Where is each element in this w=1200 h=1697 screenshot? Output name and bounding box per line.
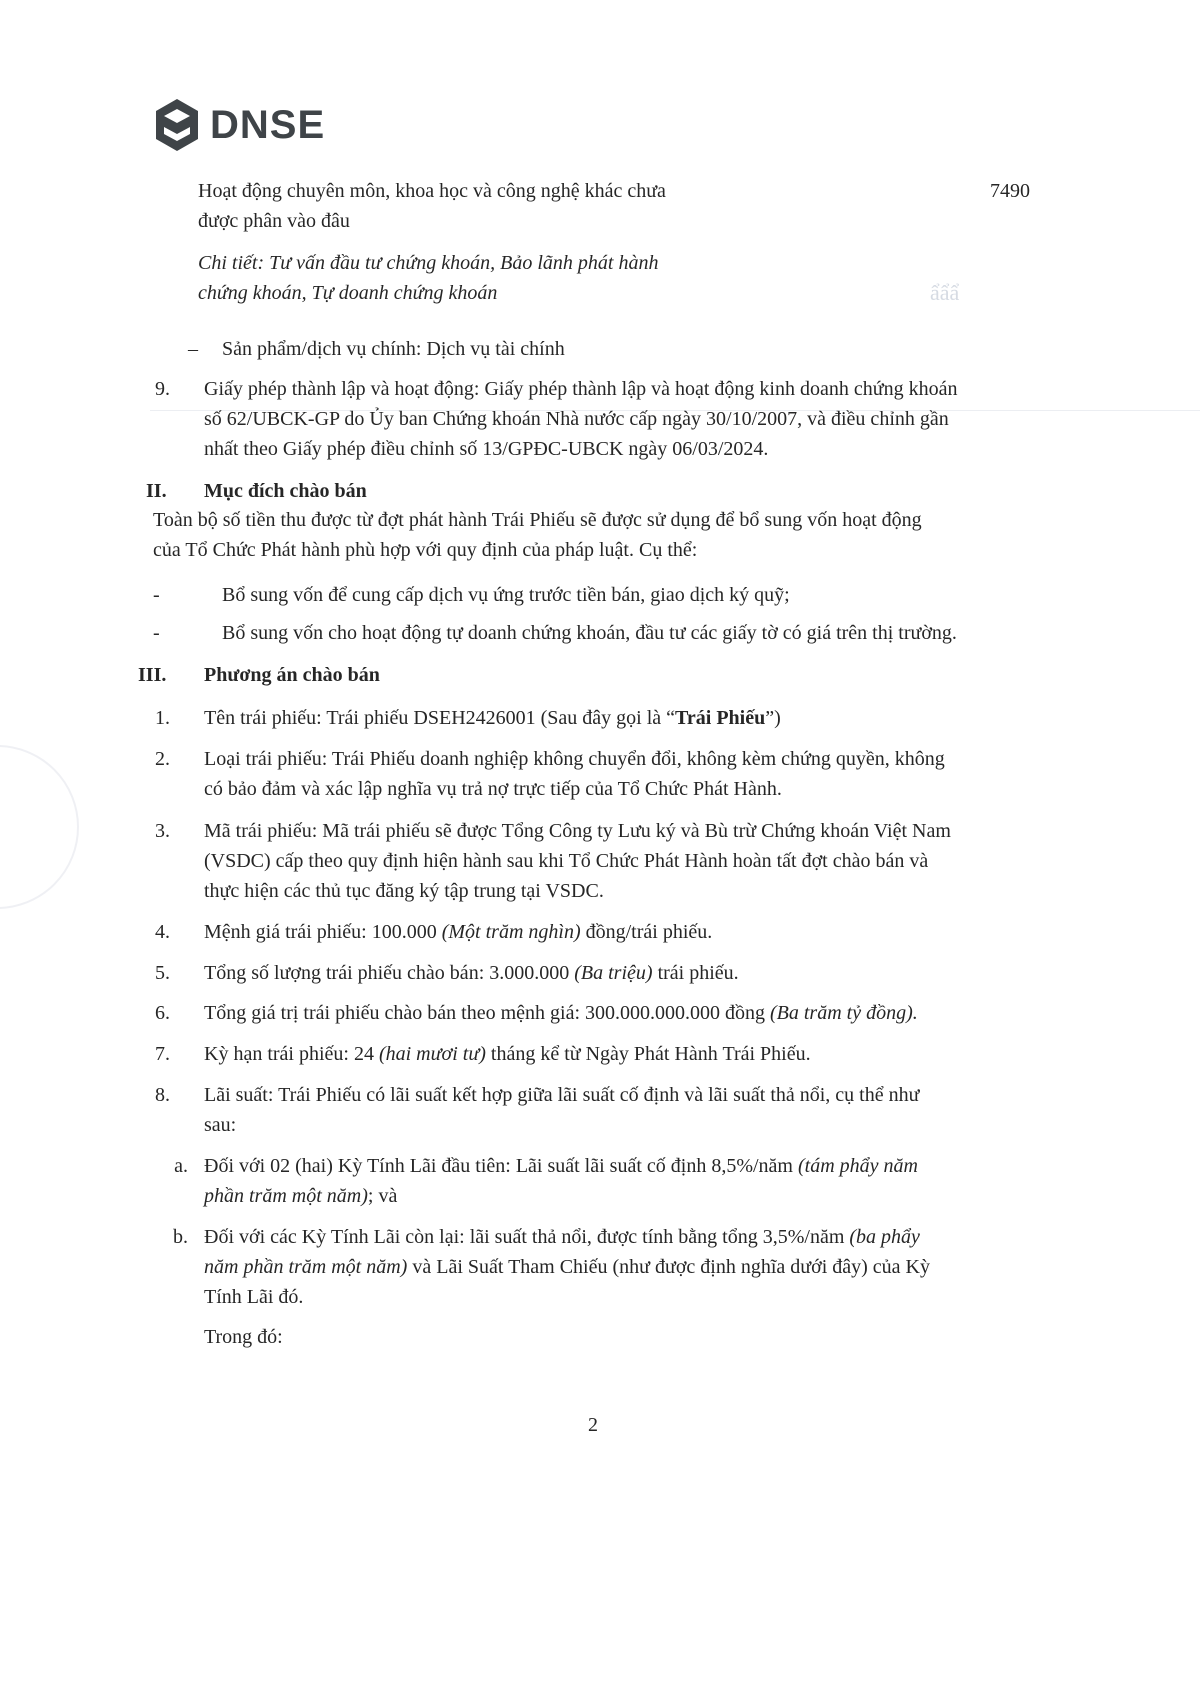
page-number: 2 (588, 1414, 598, 1436)
item-number: 8. (155, 1084, 170, 1106)
section2-number: II. (146, 480, 167, 502)
item9-number: 9. (155, 378, 170, 400)
fixed-rate-clause: Đối với 02 (hai) Kỳ Tính Lãi đầu tiên: Lãi suất lãi suất cố định 8,5%/năm (tám phẩy năm phần trăm một năm); và (204, 1155, 918, 1207)
bullet-text: Bổ sung vốn cho hoạt động tự doanh chứng khoán, đầu tư các giấy tờ có giá trên thị trường. (222, 622, 957, 644)
item-number: 5. (155, 962, 170, 984)
business-line-name: Hoạt động chuyên môn, khoa học và công nghệ khác chưa được phân vào đâu (198, 180, 666, 232)
item-number: 1. (155, 707, 170, 729)
item-number: 4. (155, 921, 170, 943)
product-dash: – (188, 338, 198, 360)
faded-stamp (0, 745, 79, 909)
business-line-code: 7490 (990, 180, 1030, 202)
interest-rate: Lãi suất: Trái Phiếu có lãi suất kết hợp giữa lãi suất cố định và lãi suất thả nổi, cụ thể như sau: (204, 1084, 920, 1136)
company-logo (152, 96, 325, 154)
bullet-mark: - (153, 584, 160, 606)
item-number: 7. (155, 1043, 170, 1065)
subitem-letter: a. (174, 1155, 188, 1177)
section3-number: III. (138, 664, 167, 686)
total-value: Tổng giá trị trái phiếu chào bán theo mệnh giá: 300.000.000.000 đồng (Ba trăm tỷ đồng). (204, 1002, 918, 1024)
trong-do-label: Trong đó: (204, 1326, 283, 1348)
faded-mark: ẩẩẩ (930, 280, 960, 305)
bond-name: Tên trái phiếu: Trái phiếu DSEH2426001 (Sau đây gọi là “Trái Phiếu”) (204, 707, 781, 729)
item-number: 2. (155, 748, 170, 770)
logo-text: DNSE (210, 102, 326, 147)
business-line-detail: Chi tiết: Tư vấn đầu tư chứng khoán, Bảo lãnh phát hành chứng khoán, Tự doanh chứng khoán (198, 252, 659, 304)
bond-code: Mã trái phiếu: Mã trái phiếu sẽ được Tổng Công ty Lưu ký và Bù trừ Chứng khoán Việt Nam (VSDC) cấp theo quy định hiện hành sau khi Tổ Chức Phát Hành hoàn tất đợt chào bán và thực hiện các thủ tục đăng ký tập trung tại VSDC. (204, 820, 951, 902)
par-value: Mệnh giá trái phiếu: 100.000 (Một trăm nghìn) đồng/trái phiếu. (204, 921, 713, 943)
item-number: 3. (155, 820, 170, 842)
main-product: Sản phẩm/dịch vụ chính: Dịch vụ tài chính (222, 338, 565, 360)
bullet-mark: - (153, 622, 160, 644)
section2-intro: Toàn bộ số tiền thu được từ đợt phát hành Trái Phiếu sẽ được sử dụng để bổ sung vốn hoạt động của Tổ Chức Phát hành phù hợp với quy định của pháp luật. Cụ thể: (153, 509, 922, 561)
bond-term: Kỳ hạn trái phiếu: 24 (hai mươi tư) tháng kể từ Ngày Phát Hành Trái Phiếu. (204, 1043, 811, 1065)
total-quantity: Tổng số lượng trái phiếu chào bán: 3.000.000 (Ba triệu) trái phiếu. (204, 962, 739, 984)
dnse-logo-icon (152, 97, 202, 153)
item-number: 6. (155, 1002, 170, 1024)
subitem-letter: b. (173, 1226, 188, 1248)
bullet-text: Bổ sung vốn để cung cấp dịch vụ ứng trước tiền bán, giao dịch ký quỹ; (222, 584, 790, 606)
item9-text: Giấy phép thành lập và hoạt động: Giấy phép thành lập và hoạt động kinh doanh chứng khoán số 62/UBCK-GP do Ủy ban Chứng khoán Nhà nước cấp ngày 30/10/2007, và điều chỉnh gần nhất theo Giấy phép điều chỉnh số 13/GPĐC-UBCK ngày 06/03/2024. (204, 378, 958, 460)
section3-title: Phương án chào bán (204, 664, 380, 686)
floating-rate-clause: Đối với các Kỳ Tính Lãi còn lại: lãi suất thả nổi, được tính bằng tổng 3,5%/năm (ba phẩy năm phần trăm một năm) và Lãi Suất Tham Chiếu (như được định nghĩa dưới đây) của Kỳ Tính Lãi đó. (204, 1226, 930, 1308)
section2-title: Mục đích chào bán (204, 480, 367, 502)
bond-type: Loại trái phiếu: Trái Phiếu doanh nghiệp không chuyển đổi, không kèm chứng quyền, không có bảo đảm và xác lập nghĩa vụ trả nợ trực tiếp của Tổ Chức Phát Hành. (204, 748, 945, 800)
